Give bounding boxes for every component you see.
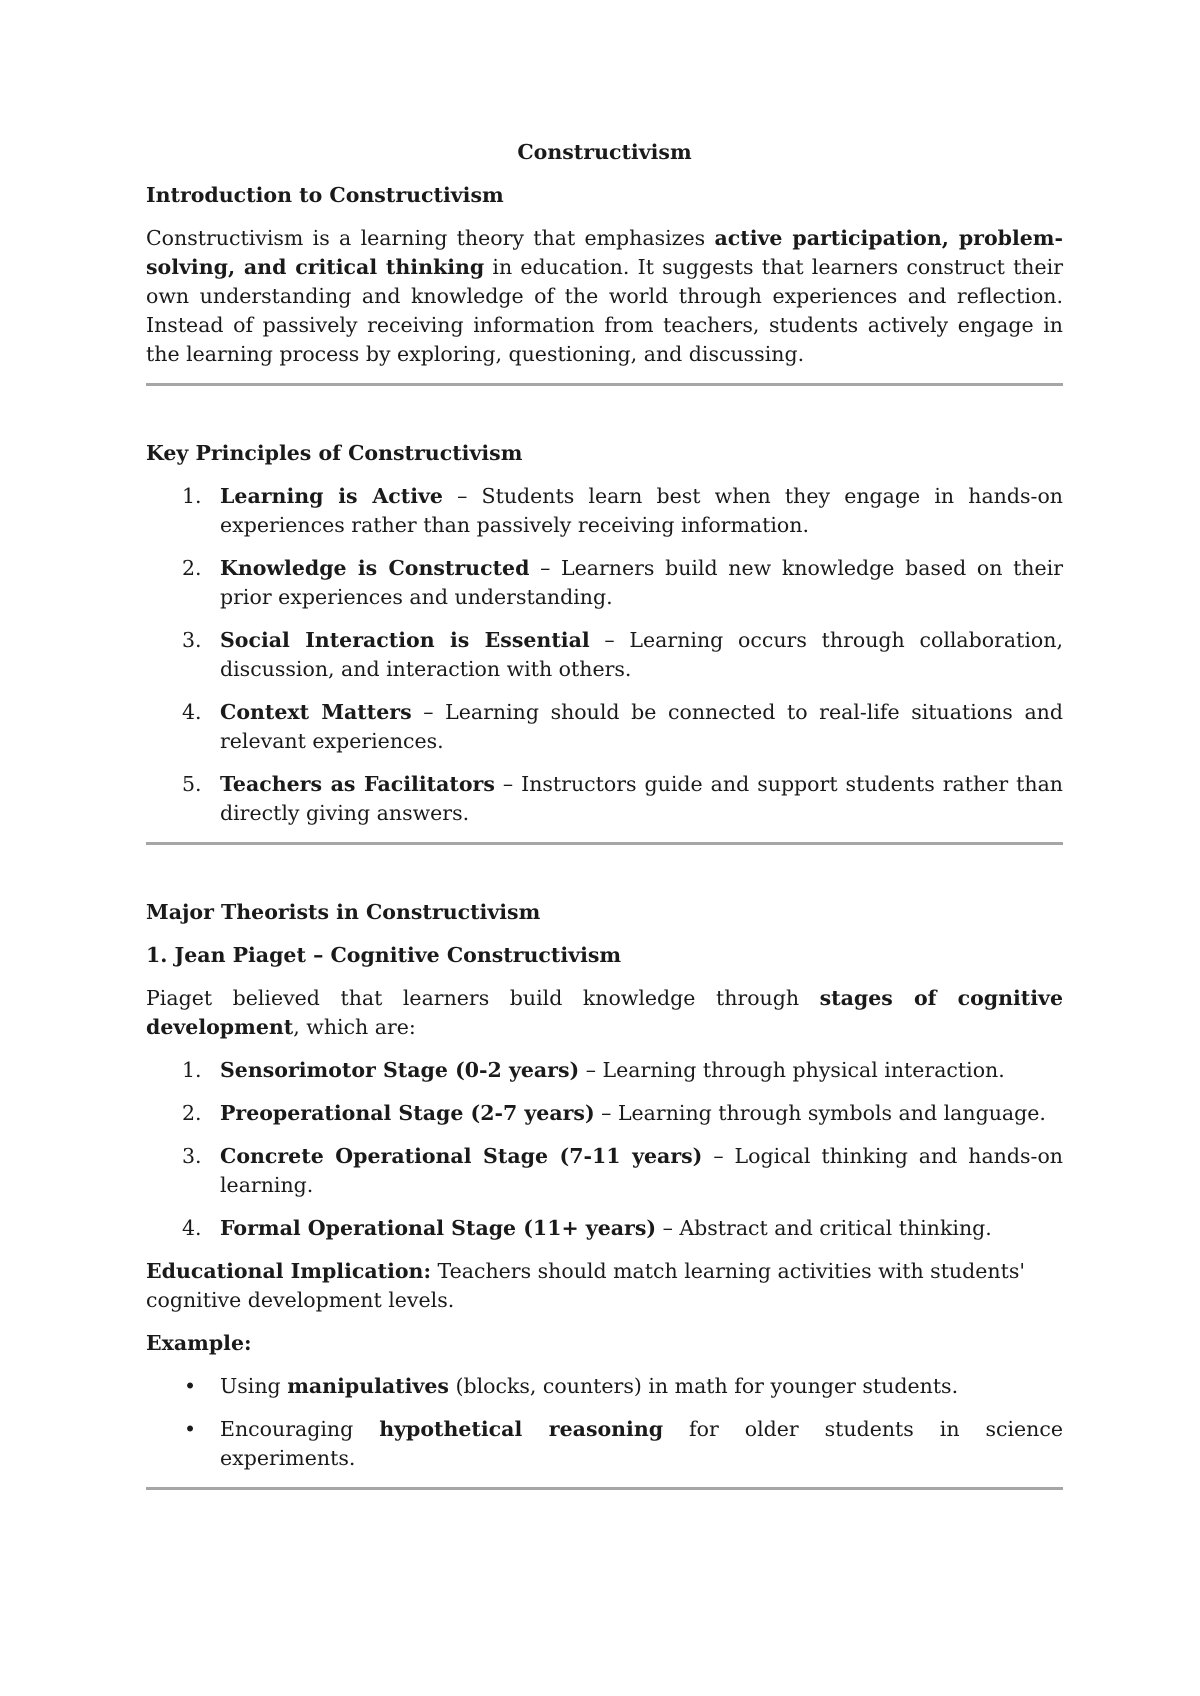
principle-desc: – Learning should be connected to real-life situations and relevant experiences.: [220, 700, 1063, 753]
example-pre: Encouraging: [220, 1417, 380, 1441]
piaget-text-a: Piaget believed that learners build knowledge through: [146, 986, 820, 1010]
principle-desc: – Learning occurs through collaboration, discussion, and interaction with others.: [220, 628, 1063, 681]
implication-text: Teachers should match learning activities with students' cognitive development levels.: [146, 1259, 1025, 1312]
example-pre: Using: [220, 1374, 288, 1398]
principle-item: [146, 626, 1063, 684]
example-post: (blocks, counters) in math for younger students.: [448, 1374, 959, 1398]
stage-item: [146, 1099, 1063, 1128]
principle-item: [146, 554, 1063, 612]
principles-list: [146, 482, 1063, 828]
stage-desc: – Abstract and critical thinking.: [656, 1216, 992, 1240]
stage-term: Preoperational Stage (2-7 years): [220, 1101, 595, 1125]
example-bold: hypothetical reasoning: [379, 1417, 664, 1441]
principle-item: [146, 482, 1063, 540]
principle-term: Context Matters: [220, 700, 412, 724]
implication-label: Educational Implication:: [146, 1259, 432, 1283]
document-page: [146, 138, 1063, 1490]
bullet-icon: •: [184, 1374, 197, 1398]
list-number: 3.: [182, 1144, 202, 1168]
example-post: for older students in science experiments.: [220, 1417, 1063, 1470]
stages-list: [146, 1056, 1063, 1243]
principle-item: [146, 770, 1063, 828]
stage-desc: – Learning through physical interaction.: [579, 1058, 1005, 1082]
examples-list: [146, 1372, 1063, 1473]
list-number: 1.: [182, 484, 202, 508]
stage-term: Sensorimotor Stage (0-2 years): [220, 1058, 580, 1082]
piaget-paragraph: [146, 984, 1063, 1042]
stage-item: [146, 1142, 1063, 1200]
example-item: [146, 1415, 1063, 1473]
stage-term: Concrete Operational Stage (7-11 years): [220, 1144, 703, 1168]
piaget-heading: 1. Jean Piaget – Cognitive Constructivism: [146, 943, 622, 967]
stage-desc: – Learning through symbols and language.: [594, 1101, 1046, 1125]
list-number: 4.: [182, 1216, 202, 1240]
stage-desc: – Logical thinking and hands-on learning.: [220, 1144, 1063, 1197]
list-number: 2.: [182, 556, 202, 580]
principle-desc: – Students learn best when they engage in hands-on experiences rather than passively receiving information.: [220, 484, 1063, 537]
stage-term: Formal Operational Stage (11+ years): [220, 1216, 657, 1240]
principle-term: Teachers as Facilitators: [220, 772, 495, 796]
piaget-text-b: , which are:: [293, 1015, 416, 1039]
list-number: 2.: [182, 1101, 202, 1125]
intro-text-b: in education. It suggests that learners construct their own understanding and knowledge of the world through experiences and reflection. Instead of passively receiving information from teachers, students actively engage in the learning process by exploring, questioning, and discussing.: [146, 255, 1063, 366]
example-label: Example:: [146, 1331, 252, 1355]
section-divider: [146, 842, 1063, 845]
stage-item: [146, 1214, 1063, 1243]
principle-term: Knowledge is Constructed: [220, 556, 530, 580]
list-number: 3.: [182, 628, 202, 652]
list-number: 1.: [182, 1058, 202, 1082]
document-title: Constructivism: [517, 140, 692, 164]
principle-term: Learning is Active: [220, 484, 443, 508]
principle-desc: – Instructors guide and support students rather than directly giving answers.: [220, 772, 1063, 825]
list-number: 5.: [182, 772, 202, 796]
principles-heading: Key Principles of Constructivism: [146, 441, 523, 465]
piaget-bold-a: stages of cognitive development: [146, 986, 1063, 1039]
intro-bold-a: active participation, problem-solving, and critical thinking: [146, 226, 1063, 279]
intro-paragraph: [146, 224, 1063, 369]
theorists-heading: Major Theorists in Constructivism: [146, 900, 541, 924]
intro-heading: Introduction to Constructivism: [146, 183, 504, 207]
example-bold: manipulatives: [287, 1374, 449, 1398]
section-divider: [146, 1487, 1063, 1490]
principle-term: Social Interaction is Essential: [220, 628, 590, 652]
implication-paragraph: [146, 1257, 1063, 1315]
example-item: [146, 1372, 1063, 1401]
section-divider: [146, 383, 1063, 386]
list-number: 4.: [182, 700, 202, 724]
principle-desc: – Learners build new knowledge based on their prior experiences and understanding.: [220, 556, 1064, 609]
intro-text-a: Constructivism is a learning theory that emphasizes: [146, 226, 715, 250]
stage-item: [146, 1056, 1063, 1085]
principle-item: [146, 698, 1063, 756]
bullet-icon: •: [184, 1417, 197, 1441]
